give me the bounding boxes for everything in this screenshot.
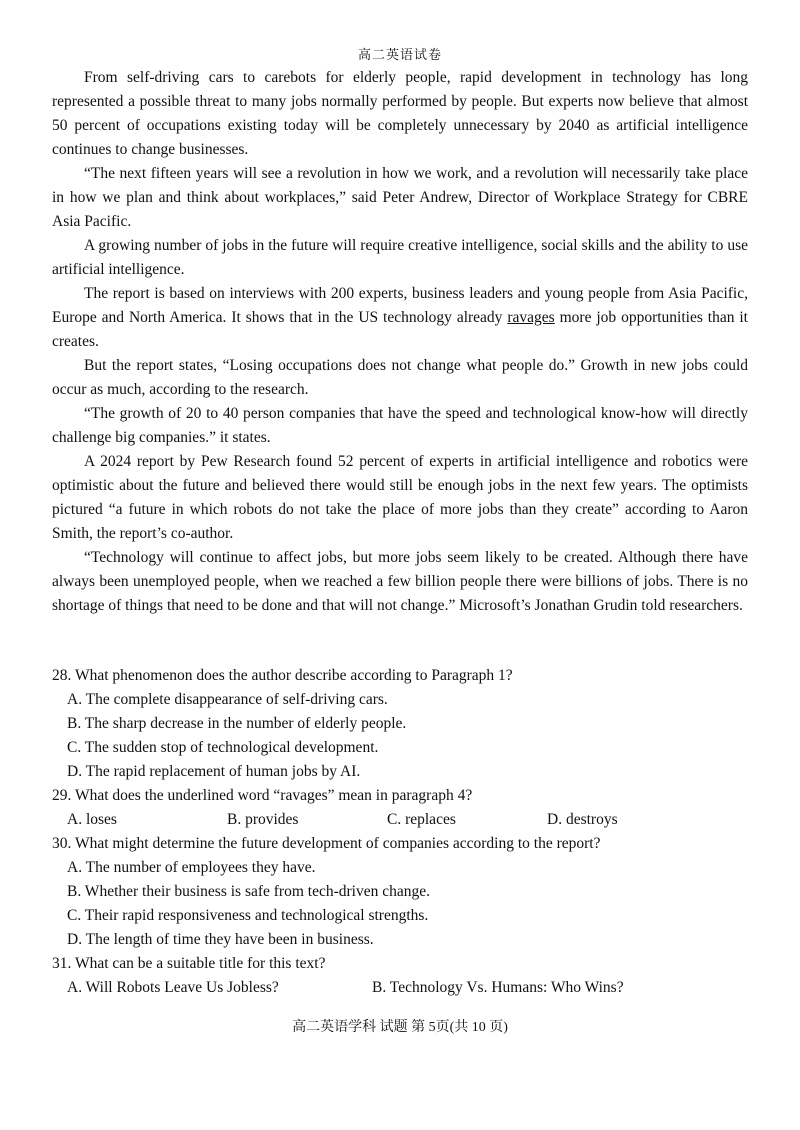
paragraph-2: “The next fifteen years will see a revolution in how we work, and a revolution will necessarily take place in how we plan and think about workplaces,” said Peter Andrew, Director of Workplace Strategy for CBRE Asia Pacific. [52,165,748,230]
option-c: C. replaces [387,811,456,828]
reading-passage [52,66,748,618]
paragraph-6: “The growth of 20 to 40 person companies that have the speed and technological know-how will directly challenge big companies.” it states. [52,405,748,446]
paragraph-4-text-a: The report is based on interviews with 200 experts, business leaders and young people from Asia Pacific, Europe and North America. It shows that in the US technology already [52,285,748,326]
option-d: D. destroys [547,811,618,828]
paragraph-1: From self-driving cars to carebots for elderly people, rapid development in technology has long represented a possible threat to many jobs normally performed by people. But experts now believe that almost 50 percent of occupations existing today will be completely unnecessary by 2040 as artificial intelligence continues to change businesses. [52,69,748,158]
paragraph-5: But the report states, “Losing occupations does not change what people do.” Growth in new jobs could occur as much, according to the research. [52,357,748,398]
option-c: C. Their rapid responsiveness and technological strengths. [67,907,429,924]
question-28 [52,664,748,784]
option-b: B. Whether their business is safe from tech-driven change. [67,883,430,900]
paragraph-4 [52,282,748,354]
question-stem: 31. What can be a suitable title for this text? [52,955,326,972]
question-stem: 28. What phenomenon does the author describe according to Paragraph 1? [52,667,513,684]
question-list [52,664,748,1000]
question-31 [52,952,748,1000]
question-stem: 29. What does the underlined word “ravages” mean in paragraph 4? [52,787,473,804]
underlined-word: ravages [507,309,555,326]
option-a: A. The complete disappearance of self-driving cars. [67,691,388,708]
option-d: D. The rapid replacement of human jobs by AI. [67,763,361,780]
option-c: C. The sudden stop of technological development. [67,739,379,756]
paragraph-8: “Technology will continue to affect jobs, but more jobs seem likely to be created. Although there have always been unemployed people, when we reached a few billion people there were billions of jobs. There is no shortage of things that need to be done and that will not change.” Microsoft’s Jonathan Grudin told researchers. [52,549,748,614]
page-header: 高二英语试卷 [357,47,442,62]
option-row [52,976,748,1000]
question-30 [52,832,748,952]
option-row [52,808,748,832]
option-b: B. Technology Vs. Humans: Who Wins? [372,979,624,996]
paragraph-4-text-b: more job opportunities than it creates. [52,309,748,350]
option-b: B. The sharp decrease in the number of elderly people. [67,715,407,732]
paragraph-3: A growing number of jobs in the future will require creative intelligence, social skills and the ability to use artificial intelligence. [52,237,748,278]
page-footer: 高二英语学科 试题 第 5页(共 10 页) [292,1020,508,1035]
question-29 [52,784,748,832]
paragraph-7: A 2024 report by Pew Research found 52 percent of experts in artificial intelligence and robotics were optimistic about the future and believed there would still be enough jobs in the next few years. The optimists pictured “a future in which robots do not take the place of more jobs than they create” according to Aaron Smith, the report’s co-author. [52,453,748,542]
option-a: A. loses [67,811,117,828]
option-d: D. The length of time they have been in business. [67,931,374,948]
option-b: B. provides [227,811,299,828]
option-a: A. Will Robots Leave Us Jobless? [67,979,279,996]
question-stem: 30. What might determine the future development of companies according to the report? [52,835,601,852]
option-a: A. The number of employees they have. [67,859,316,876]
